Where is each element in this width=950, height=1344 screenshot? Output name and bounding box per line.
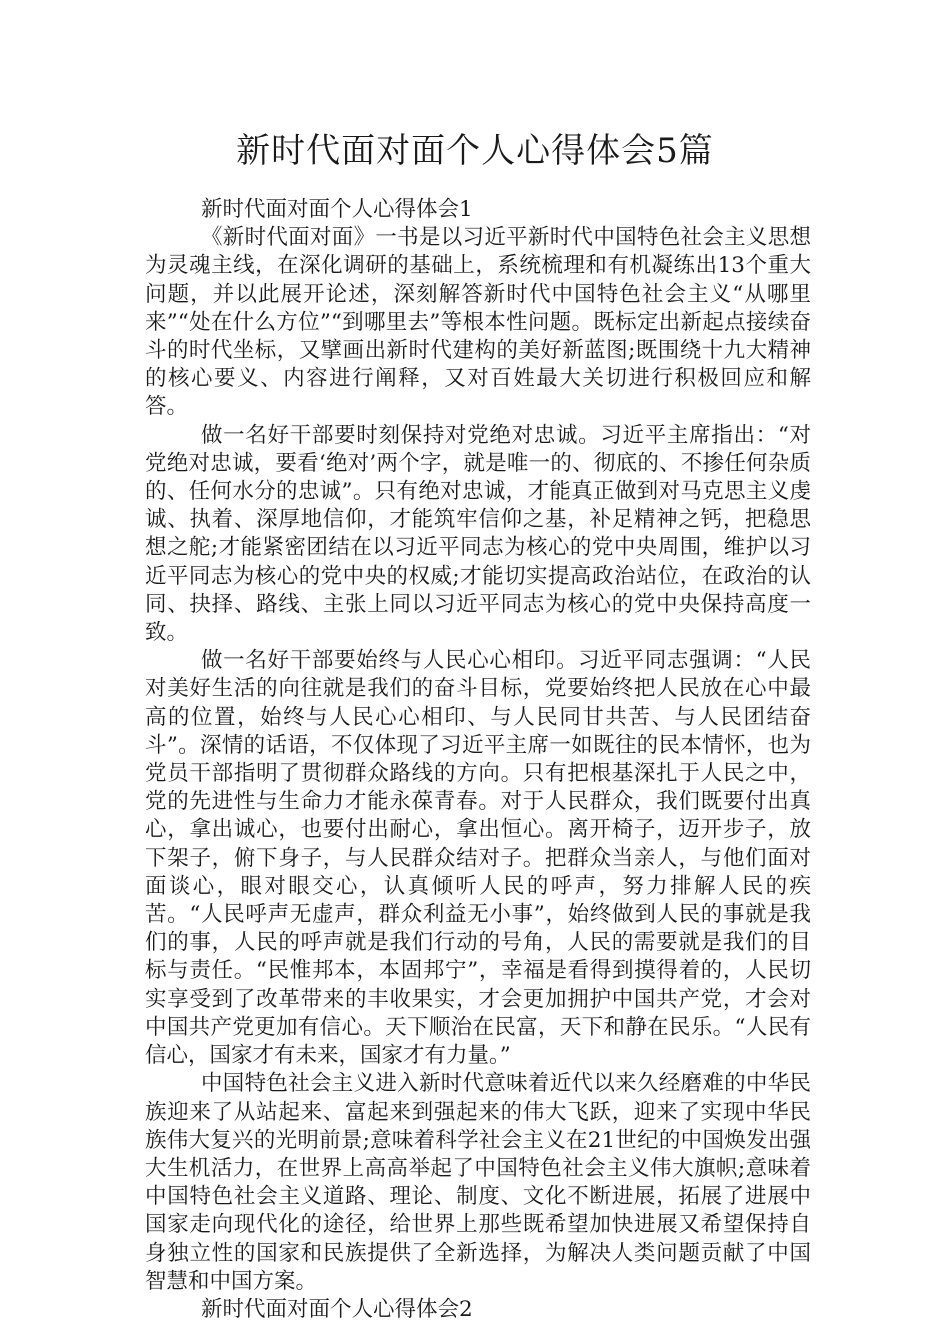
document-title: 新时代面对面个人心得体会5篇 <box>236 131 714 171</box>
paragraph-intro: 《新时代面对面》一书是以习近平新时代中国特色社会主义思想为灵魂主线，在深化调研的基础上，系统梳理和有机凝练出13个重大问题，并以此展开论述，深刻解答新时代中国特色社会主义“从哪里来”“处在什么方位”“到哪里去”等根本性问题。既标定出新起点接续奋斗的时代坐标，又擘画出新时代建构的美好新蓝图;既围绕十九大精神的核心要义、内容进行阐释，又对百姓最大关切进行积极回应和解答。 <box>145 225 811 420</box>
paragraph-loyalty: 做一名好干部要时刻保持对党绝对忠诚。习近平主席指出：“对党绝对忠诚，要看‘绝对’两个字，就是唯一的、彻底的、不掺任何杂质的、任何水分的忠诚”。只有绝对忠诚，才能真正做到对马克思主义虔诚、执着、深厚地信仰，才能筑牢信仰之基，补足精神之钙，把稳思想之舵;才能紧密团结在以习近平同志为核心的党中央周围，维护以习近平同志为核心的党中央的权威;才能切实提高政治站位，在政治的认同、抉择、路线、主张上同以习近平同志为核心的党中央保持高度一致。 <box>145 422 811 646</box>
paragraph-new-era: 中国特色社会主义进入新时代意味着近代以来久经磨难的中华民族迎来了从站起来、富起来到强起来的伟大飞跃，迎来了实现中华民族伟大复兴的光明前景;意味着科学社会主义在21世纪的中国焕发出强大生机活力，在世界上高高举起了中国特色社会主义伟大旗帜;意味着中国特色社会主义道路、理论、制度、文化不断进展，拓展了进展中国家走向现代化的途径，给世界上那些既希望加快进展又希望保持自身独立性的国家和民族提供了全新选择，为解决人类问题贡献了中国智慧和中国方案。 <box>145 1071 811 1294</box>
document-body <box>145 196 811 1324</box>
paragraph-people: 做一名好干部要始终与人民心心相印。习近平同志强调：“人民对美好生活的向往就是我们的奋斗目标，党要始终把人民放在心中最高的位置，始终与人民心心相印、与人民同甘共苦、与人民团结奋斗”。深情的话语，不仅体现了习近平主席一如既往的民本情怀，也为党员干部指明了贯彻群众路线的方向。只有把根基深扎于人民之中，党的先进性与生命力才能永葆青春。对于人民群众，我们既要付出真心，拿出诚心，也要付出耐心，拿出恒心。离开椅子，迈开步子，放下架子，俯下身子，与人民群众结对子。把群众当亲人，与他们面对面谈心，眼对眼交心，认真倾听人民的呼声，努力排解人民的疾苦。“人民呼声无虚声，群众利益无小事”，始终做到人民的事就是我们的事，人民的呼声就是我们行动的号角，人民的需要就是我们的目标与责任。“民惟邦本，本固邦宁”，幸福是看得到摸得着的，人民切实享受到了改革带来的丰收果实，才会更加拥护中国共产党，才会对中国共产党更加有信心。天下顺治在民富，天下和静在民乐。“人民有信心，国家才有未来，国家才有力量。” <box>145 648 811 1069</box>
section-heading-2: 新时代面对面个人心得体会2 <box>201 1296 473 1322</box>
section-heading-1: 新时代面对面个人心得体会1 <box>201 197 473 222</box>
